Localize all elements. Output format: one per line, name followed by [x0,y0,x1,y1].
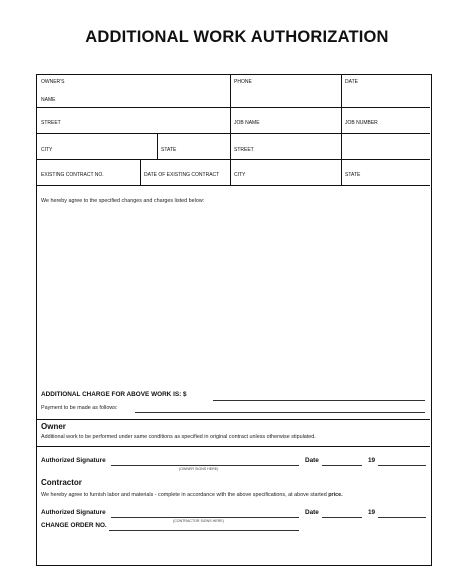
additional-charge-label: ADDITIONAL CHARGE FOR ABOVE WORK IS: $ [41,391,187,398]
row-divider [37,133,430,134]
change-order-label: CHANGE ORDER NO. [41,522,107,529]
street-label: STREET [41,120,61,126]
state-label-2: STATE [345,172,361,178]
job-name-label: JOB NAME [234,120,260,126]
owner-date-line[interactable] [322,465,362,466]
contractor-year-line[interactable] [378,517,426,518]
contractor-year-label: 19 [368,509,376,516]
owner-year-label: 19 [368,457,376,464]
authorization-form [36,74,432,566]
contractor-date-label: Date [305,509,319,516]
owner-signature-label: Authorized Signature [41,457,106,464]
section-divider [37,419,430,420]
date-label: DATE [345,79,358,85]
owner-signature-line[interactable] [111,465,299,466]
street-label-2: STREET [234,147,254,153]
state-label: STATE [161,147,177,153]
column-divider [341,75,342,185]
owner-signature-hint: (OWNER SIGNS HERE) [179,467,219,471]
contractor-statement-price: price. [328,492,343,498]
row-divider [37,185,430,186]
owner-date-label: Date [305,457,319,464]
date-of-existing-contract-label: DATE OF EXISTING CONTRACT [144,172,220,178]
city-label-2: CITY [234,172,246,178]
column-divider [157,133,158,159]
owner-statement: Additional work to be performed under same conditions as specified in original contract unless otherwise stipulated. [41,434,316,440]
row-divider [37,159,430,160]
payment-label: Payment to be made as follows: [41,405,118,411]
payment-line[interactable] [135,412,425,413]
owner-year-line[interactable] [378,465,426,466]
column-divider [230,75,231,185]
contractor-signature-hint: (CONTRACTOR SIGNS HERE) [173,519,224,523]
page-title: ADDITIONAL WORK AUTHORIZATION [85,28,389,46]
column-divider [140,159,141,185]
section-divider [37,446,430,447]
job-number-label: JOB NUMBER [345,120,378,126]
contractor-statement [41,492,343,498]
phone-label: PHONE [234,79,252,85]
contractor-statement-text: We hereby agree to furnish labor and materials - complete in accordance with the above specifications, at above started [41,492,329,498]
agreement-text: We hereby agree to the specified changes and charges listed below: [41,198,205,204]
owner-heading: Owner [41,422,66,431]
change-order-line[interactable] [109,530,299,531]
name-label: NAME [41,97,56,103]
existing-contract-no-label: EXISTING CONTRACT NO. [41,172,104,178]
contractor-heading: Contractor [41,478,82,487]
contractor-signature-line[interactable] [111,517,299,518]
row-divider [37,107,430,108]
city-label: CITY [41,147,53,153]
contractor-date-line[interactable] [322,517,362,518]
contractor-signature-label: Authorized Signature [41,509,106,516]
owners-label: OWNER'S [41,79,65,85]
additional-charge-line[interactable] [213,400,425,401]
